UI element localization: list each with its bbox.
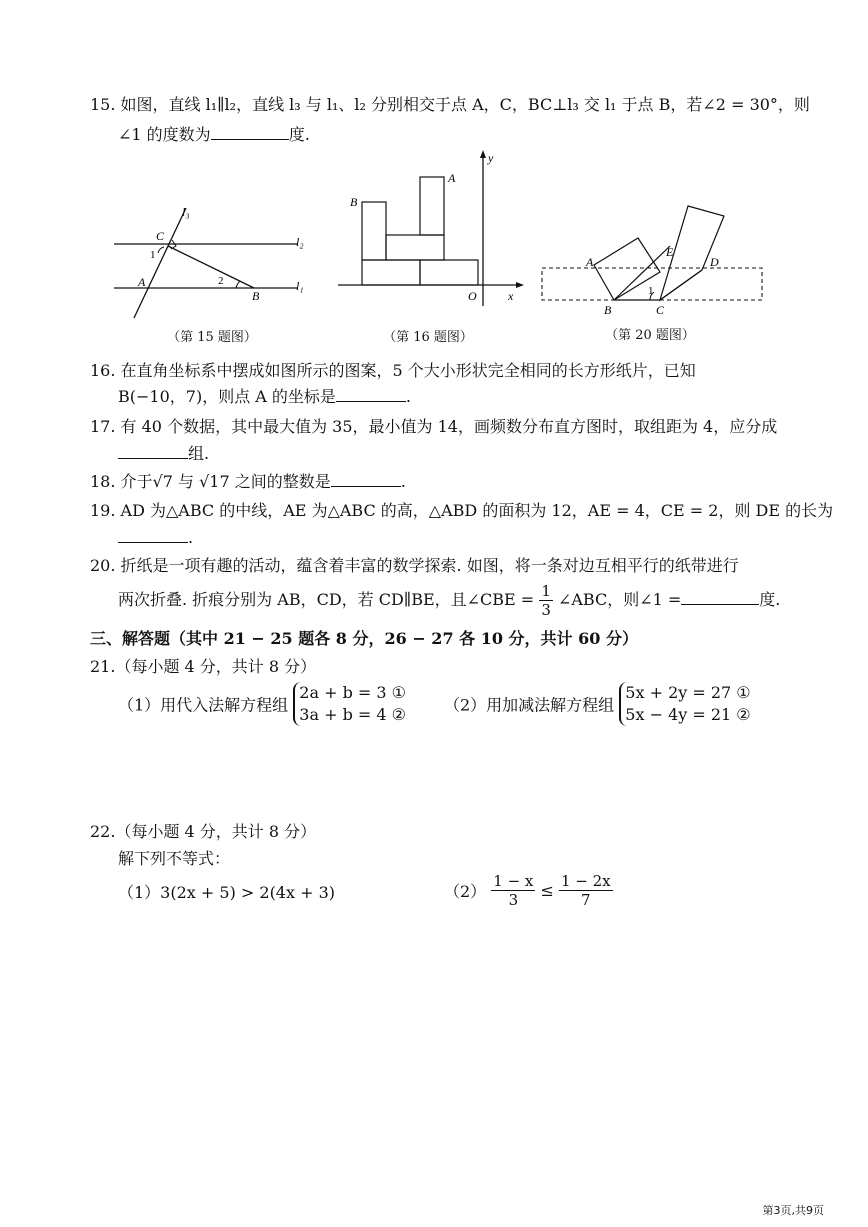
q21-part1-label: （1）用代入法解方程组 — [118, 695, 289, 715]
fig15-angle-2: 2 — [218, 275, 224, 287]
q18-line — [90, 469, 406, 492]
q21-part2-system — [619, 682, 750, 726]
q20-line1: 20. 折纸是一项有趣的活动，蕴含着丰富的数学探索. 如图，将一条对边互相平行的纸带进行 — [90, 556, 739, 575]
q15-text-end: 度. — [288, 125, 310, 144]
q15-line1: 15. 如图，直线 l₁∥l₂，直线 l₃ 与 l₁、l₂ 分别相交于点 A，C，BC⊥l₃ 交 l₁ 于点 B，若∠2 = 30°，则 — [90, 95, 810, 114]
q20-text-mid: ∠ABC，则∠1 = — [557, 590, 682, 609]
fig15-label-l2: l₂ — [296, 235, 304, 249]
q22-left-den: 3 — [508, 891, 519, 909]
fig20-caption: （第 20 题图） — [605, 328, 695, 343]
q20-fraction — [539, 582, 553, 619]
q16-text-end: . — [405, 387, 412, 406]
q17-answer-blank — [118, 442, 188, 459]
q22-left-num: 1 − x — [493, 872, 534, 890]
fig20-label-D: D — [710, 255, 719, 269]
q20-answer-blank — [681, 588, 759, 605]
q16-line2 — [118, 384, 411, 407]
fig15-caption: （第 15 题图） — [167, 330, 257, 345]
fig20-label-E: E — [666, 245, 674, 259]
fig16-label-y: y — [488, 151, 494, 165]
fig15-label-l3: l₃ — [182, 205, 190, 219]
q16-text: B(−10，7)，则点 A 的坐标是 — [118, 387, 336, 406]
q22-part2 — [444, 872, 613, 909]
section-3-heading: 三、解答题（其中 21 − 25 题各 8 分，26 − 27 各 10 分，共计 60 分） — [90, 629, 638, 648]
q22-part1: （1）3(2x + 5) > 2(4x + 3) — [118, 883, 336, 902]
q21-part2-eq1: 5x + 2y = 27 ① — [625, 683, 751, 702]
q20-frac-den: 3 — [541, 601, 551, 619]
page-number: 第3页,共9页 — [762, 1204, 824, 1217]
q21-part1-eq1: 2a + b = 3 ① — [299, 683, 407, 702]
q22-right-den: 7 — [581, 891, 591, 909]
q20-line2 — [118, 582, 780, 619]
fig16-label-x: x — [508, 289, 514, 303]
q21-part2 — [444, 682, 751, 726]
q22-part2-label: （2） — [444, 882, 487, 901]
fig16-label-A: A — [448, 171, 456, 185]
figure-20 — [538, 198, 768, 318]
q16-answer-blank — [336, 385, 406, 402]
q21-part1-system — [293, 682, 406, 726]
fig16-label-B: B — [350, 195, 358, 209]
q21-part2-label: （2）用加减法解方程组 — [444, 695, 615, 715]
q22-right-num: 1 − 2x — [560, 872, 611, 890]
q19-answer-blank — [118, 526, 188, 543]
fig20-label-C: C — [656, 303, 665, 317]
q22-part2-right-fraction — [559, 872, 613, 909]
q18-text: 18. 介于√7 与 √17 之间的整数是 — [90, 472, 331, 491]
figure-15 — [108, 200, 318, 320]
fig16-caption: （第 16 题图） — [383, 330, 473, 345]
fig20-angle-1: 1 — [648, 285, 654, 297]
fig15-label-C: C — [156, 229, 165, 243]
q15-line2 — [118, 122, 310, 145]
q19-line1: 19. AD 为△ABC 的中线，AE 为△ABC 的高，△ABD 的面积为 12，AE = 4，CE = 2，则 DE 的长为 — [90, 501, 834, 520]
q19-text-end: . — [188, 528, 194, 547]
q20-text: 两次折叠. 折痕分别为 AB，CD，若 CD∥BE，且∠CBE = — [118, 590, 535, 609]
q16-line1: 16. 在直角坐标系中摆成如图所示的图案，5 个大小形状完全相同的长方形纸片，已知 — [90, 361, 696, 380]
q22-intro: 解下列不等式： — [118, 849, 231, 868]
q18-text-end: . — [400, 472, 406, 491]
fig15-label-A: A — [138, 275, 146, 289]
q21-part1 — [118, 682, 406, 726]
fig20-label-A: A — [586, 255, 594, 269]
q20-text-end: 度. — [759, 590, 781, 609]
q18-answer-blank — [331, 470, 401, 487]
q21-heading: 21.（每小题 4 分，共计 8 分） — [90, 657, 317, 676]
q22-part2-left-fraction — [491, 872, 535, 909]
q22-part2-operator: ≤ — [540, 881, 554, 900]
figure-16 — [338, 148, 526, 306]
q17-line2 — [118, 441, 209, 464]
fig15-label-l1: l₁ — [296, 279, 304, 293]
q20-frac-num: 1 — [541, 582, 551, 600]
q15-text: ∠1 的度数为 — [118, 125, 211, 144]
fig15-label-B: B — [252, 289, 260, 303]
q19-line2 — [118, 526, 193, 547]
fig20-label-B: B — [604, 303, 612, 317]
q17-text-end: 组. — [188, 444, 210, 463]
fig15-angle-1: 1 — [150, 249, 156, 261]
q22-heading: 22.（每小题 4 分，共计 8 分） — [90, 822, 317, 841]
q21-part1-eq2: 3a + b = 4 ② — [299, 705, 407, 724]
fig16-label-O: O — [468, 289, 477, 303]
q21-part2-eq2: 5x − 4y = 21 ② — [625, 705, 751, 724]
q17-line1: 17. 有 40 个数据，其中最大值为 35，最小值为 14，画频数分布直方图时，取组距为 4，应分成 — [90, 417, 778, 436]
q15-answer-blank — [211, 123, 289, 140]
